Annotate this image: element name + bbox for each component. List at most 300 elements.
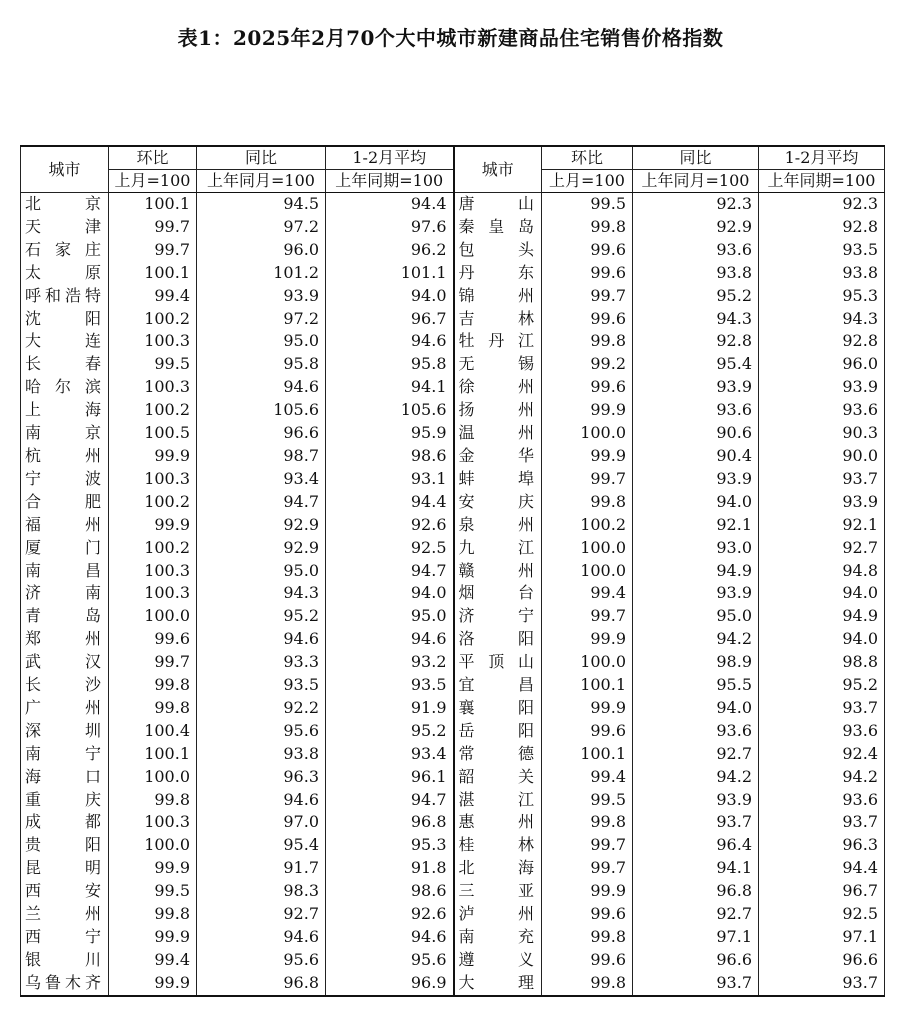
yoy-cell: 92.9 bbox=[197, 537, 326, 560]
avg-cell: 94.0 bbox=[759, 628, 885, 651]
yoy-cell: 95.8 bbox=[197, 353, 326, 376]
avg-cell: 94.4 bbox=[759, 857, 885, 880]
city-cell: 无锡 bbox=[454, 353, 542, 376]
mom-cell: 100.2 bbox=[109, 537, 197, 560]
yoy-cell: 93.9 bbox=[633, 468, 759, 491]
mom-cell: 100.3 bbox=[109, 468, 197, 491]
mom-cell: 100.3 bbox=[109, 811, 197, 834]
mom-cell: 100.0 bbox=[542, 651, 633, 674]
yoy-cell: 93.9 bbox=[633, 789, 759, 812]
city-cell: 大连 bbox=[21, 330, 109, 353]
yoy-cell: 95.6 bbox=[197, 949, 326, 972]
mom-cell: 99.6 bbox=[542, 262, 633, 285]
city-cell: 银川 bbox=[21, 949, 109, 972]
avg-cell: 97.6 bbox=[326, 216, 454, 239]
city-cell: 南京 bbox=[21, 422, 109, 445]
avg-cell: 92.5 bbox=[326, 537, 454, 560]
city-cell: 济南 bbox=[21, 582, 109, 605]
city-cell: 湛江 bbox=[454, 789, 542, 812]
city-cell: 秦皇岛 bbox=[454, 216, 542, 239]
mom-cell: 100.2 bbox=[109, 308, 197, 331]
yoy-cell: 92.7 bbox=[633, 743, 759, 766]
yoy-cell: 93.8 bbox=[633, 262, 759, 285]
yoy-cell: 94.6 bbox=[197, 789, 326, 812]
mom-cell: 99.6 bbox=[542, 239, 633, 262]
city-cell: 宁波 bbox=[21, 468, 109, 491]
mom-cell: 100.5 bbox=[109, 422, 197, 445]
avg-column-header: 1-2月平均 bbox=[326, 146, 454, 170]
table-header bbox=[21, 146, 885, 193]
avg-cell: 98.6 bbox=[326, 445, 454, 468]
avg-cell: 93.6 bbox=[759, 720, 885, 743]
yoy-cell: 95.2 bbox=[633, 285, 759, 308]
mom-cell: 100.3 bbox=[109, 582, 197, 605]
avg-cell: 93.7 bbox=[759, 468, 885, 491]
mom-cell: 100.1 bbox=[542, 674, 633, 697]
yoy-cell: 92.1 bbox=[633, 514, 759, 537]
yoy-cell: 95.0 bbox=[197, 330, 326, 353]
avg-cell: 96.3 bbox=[759, 834, 885, 857]
mom-cell: 100.2 bbox=[542, 514, 633, 537]
avg-cell: 93.5 bbox=[326, 674, 454, 697]
mom-cell: 99.5 bbox=[542, 789, 633, 812]
city-cell: 西安 bbox=[21, 880, 109, 903]
table-row bbox=[21, 697, 885, 720]
table-row bbox=[21, 834, 885, 857]
table-row bbox=[21, 491, 885, 514]
mom-cell: 99.7 bbox=[109, 216, 197, 239]
table-row bbox=[21, 445, 885, 468]
table-row bbox=[21, 651, 885, 674]
mom-cell: 99.5 bbox=[109, 880, 197, 903]
mom-cell: 99.8 bbox=[542, 926, 633, 949]
yoy-cell: 96.6 bbox=[197, 422, 326, 445]
mom-cell: 99.6 bbox=[542, 376, 633, 399]
avg-cell: 90.3 bbox=[759, 422, 885, 445]
city-cell: 赣州 bbox=[454, 560, 542, 583]
mom-cell: 100.1 bbox=[109, 193, 197, 216]
city-cell: 北海 bbox=[454, 857, 542, 880]
city-cell: 乌鲁木齐 bbox=[21, 972, 109, 996]
yoy-cell: 97.2 bbox=[197, 308, 326, 331]
mom-cell: 100.0 bbox=[542, 560, 633, 583]
avg-cell: 93.9 bbox=[759, 376, 885, 399]
avg-cell: 91.9 bbox=[326, 697, 454, 720]
mom-cell: 99.4 bbox=[109, 285, 197, 308]
avg-cell: 105.6 bbox=[326, 399, 454, 422]
avg-cell: 95.9 bbox=[326, 422, 454, 445]
yoy-cell: 98.9 bbox=[633, 651, 759, 674]
yoy-cell: 93.6 bbox=[633, 720, 759, 743]
city-cell: 泉州 bbox=[454, 514, 542, 537]
avg-cell: 94.8 bbox=[759, 560, 885, 583]
yoy-cell: 96.8 bbox=[197, 972, 326, 996]
avg-cell: 94.2 bbox=[759, 766, 885, 789]
mom-cell: 100.2 bbox=[109, 399, 197, 422]
avg-cell: 95.6 bbox=[326, 949, 454, 972]
city-cell: 南充 bbox=[454, 926, 542, 949]
avg-cell: 95.0 bbox=[326, 605, 454, 628]
yoy-cell: 94.2 bbox=[633, 766, 759, 789]
city-cell: 包头 bbox=[454, 239, 542, 262]
table-row bbox=[21, 582, 885, 605]
city-cell: 金华 bbox=[454, 445, 542, 468]
yoy-cell: 93.7 bbox=[633, 811, 759, 834]
city-cell: 惠州 bbox=[454, 811, 542, 834]
yoy-cell: 93.8 bbox=[197, 743, 326, 766]
yoy-cell: 92.8 bbox=[633, 330, 759, 353]
yoy-cell: 91.7 bbox=[197, 857, 326, 880]
avg-cell: 96.6 bbox=[759, 949, 885, 972]
avg-cell: 94.4 bbox=[326, 193, 454, 216]
mom-cell: 99.8 bbox=[109, 789, 197, 812]
avg-cell: 94.6 bbox=[326, 330, 454, 353]
yoy-cell: 96.3 bbox=[197, 766, 326, 789]
mom-cell: 99.2 bbox=[542, 353, 633, 376]
avg-cell: 98.8 bbox=[759, 651, 885, 674]
city-cell: 青岛 bbox=[21, 605, 109, 628]
yoy-cell: 105.6 bbox=[197, 399, 326, 422]
table-row bbox=[21, 216, 885, 239]
avg-cell: 94.0 bbox=[326, 582, 454, 605]
mom-cell: 99.7 bbox=[542, 857, 633, 880]
table-row bbox=[21, 789, 885, 812]
table-row bbox=[21, 262, 885, 285]
yoy-base-header: 上年同月=100 bbox=[633, 170, 759, 193]
table-row bbox=[21, 811, 885, 834]
avg-base-header: 上年同期=100 bbox=[759, 170, 885, 193]
mom-cell: 99.4 bbox=[542, 766, 633, 789]
table-row bbox=[21, 857, 885, 880]
yoy-cell: 96.4 bbox=[633, 834, 759, 857]
avg-cell: 92.7 bbox=[759, 537, 885, 560]
avg-cell: 94.6 bbox=[326, 926, 454, 949]
avg-cell: 93.6 bbox=[759, 789, 885, 812]
mom-cell: 99.8 bbox=[109, 903, 197, 926]
city-cell: 厦门 bbox=[21, 537, 109, 560]
mom-cell: 100.2 bbox=[109, 491, 197, 514]
avg-cell: 93.6 bbox=[759, 399, 885, 422]
city-cell: 常德 bbox=[454, 743, 542, 766]
avg-cell: 96.7 bbox=[759, 880, 885, 903]
city-cell: 成都 bbox=[21, 811, 109, 834]
mom-cell: 99.9 bbox=[542, 628, 633, 651]
avg-cell: 91.8 bbox=[326, 857, 454, 880]
mom-cell: 99.9 bbox=[542, 445, 633, 468]
table-body bbox=[21, 193, 885, 996]
yoy-cell: 93.9 bbox=[197, 285, 326, 308]
city-cell: 郑州 bbox=[21, 628, 109, 651]
table-row bbox=[21, 949, 885, 972]
avg-cell: 94.9 bbox=[759, 605, 885, 628]
avg-cell: 93.4 bbox=[326, 743, 454, 766]
mom-cell: 100.3 bbox=[109, 560, 197, 583]
yoy-cell: 96.8 bbox=[633, 880, 759, 903]
city-cell: 烟台 bbox=[454, 582, 542, 605]
city-cell: 蚌埠 bbox=[454, 468, 542, 491]
city-cell: 福州 bbox=[21, 514, 109, 537]
city-cell: 遵义 bbox=[454, 949, 542, 972]
city-cell: 西宁 bbox=[21, 926, 109, 949]
avg-cell: 92.8 bbox=[759, 216, 885, 239]
mom-cell: 100.4 bbox=[109, 720, 197, 743]
city-cell: 三亚 bbox=[454, 880, 542, 903]
table-row bbox=[21, 308, 885, 331]
city-cell: 昆明 bbox=[21, 857, 109, 880]
city-cell: 呼和浩特 bbox=[21, 285, 109, 308]
yoy-cell: 94.9 bbox=[633, 560, 759, 583]
mom-cell: 100.1 bbox=[542, 743, 633, 766]
yoy-cell: 95.5 bbox=[633, 674, 759, 697]
yoy-cell: 93.9 bbox=[633, 376, 759, 399]
yoy-cell: 93.4 bbox=[197, 468, 326, 491]
avg-cell: 96.1 bbox=[326, 766, 454, 789]
avg-cell: 92.5 bbox=[759, 903, 885, 926]
table-row bbox=[21, 720, 885, 743]
table-row bbox=[21, 766, 885, 789]
yoy-cell: 95.0 bbox=[197, 560, 326, 583]
yoy-cell: 90.6 bbox=[633, 422, 759, 445]
city-cell: 长春 bbox=[21, 353, 109, 376]
table-row bbox=[21, 972, 885, 996]
mom-cell: 99.6 bbox=[109, 628, 197, 651]
avg-cell: 96.8 bbox=[326, 811, 454, 834]
city-cell: 长沙 bbox=[21, 674, 109, 697]
avg-cell: 96.2 bbox=[326, 239, 454, 262]
avg-cell: 93.5 bbox=[759, 239, 885, 262]
mom-cell: 99.8 bbox=[542, 216, 633, 239]
yoy-cell: 93.3 bbox=[197, 651, 326, 674]
city-cell: 丹东 bbox=[454, 262, 542, 285]
city-cell: 南昌 bbox=[21, 560, 109, 583]
yoy-cell: 93.6 bbox=[633, 239, 759, 262]
mom-cell: 100.0 bbox=[542, 422, 633, 445]
mom-cell: 99.6 bbox=[542, 903, 633, 926]
avg-cell: 92.6 bbox=[326, 514, 454, 537]
city-cell: 唐山 bbox=[454, 193, 542, 216]
table-row bbox=[21, 605, 885, 628]
city-cell: 合肥 bbox=[21, 491, 109, 514]
yoy-cell: 92.9 bbox=[633, 216, 759, 239]
avg-cell: 93.2 bbox=[326, 651, 454, 674]
city-cell: 扬州 bbox=[454, 399, 542, 422]
yoy-cell: 94.0 bbox=[633, 697, 759, 720]
city-cell: 洛阳 bbox=[454, 628, 542, 651]
avg-cell: 95.2 bbox=[326, 720, 454, 743]
city-cell: 沈阳 bbox=[21, 308, 109, 331]
yoy-cell: 93.9 bbox=[633, 582, 759, 605]
mom-cell: 100.3 bbox=[109, 376, 197, 399]
mom-cell: 100.1 bbox=[109, 743, 197, 766]
avg-cell: 96.0 bbox=[759, 353, 885, 376]
yoy-cell: 96.0 bbox=[197, 239, 326, 262]
price-index-table bbox=[20, 145, 885, 997]
avg-cell: 93.7 bbox=[759, 972, 885, 996]
yoy-cell: 94.5 bbox=[197, 193, 326, 216]
city-cell: 武汉 bbox=[21, 651, 109, 674]
city-cell: 岳阳 bbox=[454, 720, 542, 743]
mom-cell: 100.1 bbox=[109, 262, 197, 285]
mom-cell: 99.9 bbox=[109, 857, 197, 880]
city-cell: 大理 bbox=[454, 972, 542, 996]
table-row bbox=[21, 468, 885, 491]
table-row bbox=[21, 239, 885, 262]
avg-cell: 93.8 bbox=[759, 262, 885, 285]
avg-cell: 95.8 bbox=[326, 353, 454, 376]
mom-cell: 100.3 bbox=[109, 330, 197, 353]
mom-cell: 99.9 bbox=[542, 880, 633, 903]
yoy-cell: 97.1 bbox=[633, 926, 759, 949]
city-cell: 九江 bbox=[454, 537, 542, 560]
mom-cell: 99.5 bbox=[109, 353, 197, 376]
avg-cell: 94.6 bbox=[326, 628, 454, 651]
mom-cell: 99.7 bbox=[542, 285, 633, 308]
table-row bbox=[21, 628, 885, 651]
mom-cell: 99.8 bbox=[542, 330, 633, 353]
table-row bbox=[21, 514, 885, 537]
mom-cell: 99.7 bbox=[542, 605, 633, 628]
avg-cell: 97.1 bbox=[759, 926, 885, 949]
yoy-cell: 94.3 bbox=[633, 308, 759, 331]
city-cell: 太原 bbox=[21, 262, 109, 285]
mom-cell: 99.9 bbox=[109, 926, 197, 949]
yoy-cell: 93.0 bbox=[633, 537, 759, 560]
mom-cell: 99.6 bbox=[542, 720, 633, 743]
yoy-column-header: 同比 bbox=[197, 146, 326, 170]
table-row bbox=[21, 560, 885, 583]
yoy-cell: 94.3 bbox=[197, 582, 326, 605]
avg-cell: 94.7 bbox=[326, 789, 454, 812]
mom-cell: 100.0 bbox=[542, 537, 633, 560]
yoy-cell: 92.3 bbox=[633, 193, 759, 216]
avg-cell: 94.1 bbox=[326, 376, 454, 399]
mom-base-header: 上月=100 bbox=[109, 170, 197, 193]
city-cell: 温州 bbox=[454, 422, 542, 445]
yoy-cell: 101.2 bbox=[197, 262, 326, 285]
avg-cell: 94.0 bbox=[759, 582, 885, 605]
city-cell: 兰州 bbox=[21, 903, 109, 926]
city-cell: 泸州 bbox=[454, 903, 542, 926]
city-cell: 杭州 bbox=[21, 445, 109, 468]
mom-cell: 99.8 bbox=[109, 697, 197, 720]
mom-cell: 99.9 bbox=[109, 514, 197, 537]
yoy-cell: 93.5 bbox=[197, 674, 326, 697]
yoy-cell: 94.1 bbox=[633, 857, 759, 880]
mom-column-header: 环比 bbox=[109, 146, 197, 170]
table-row bbox=[21, 330, 885, 353]
avg-cell: 96.7 bbox=[326, 308, 454, 331]
city-cell: 牡丹江 bbox=[454, 330, 542, 353]
mom-cell: 99.8 bbox=[542, 491, 633, 514]
avg-cell: 96.9 bbox=[326, 972, 454, 996]
avg-cell: 95.3 bbox=[759, 285, 885, 308]
avg-cell: 95.2 bbox=[759, 674, 885, 697]
city-cell: 北京 bbox=[21, 193, 109, 216]
avg-cell: 93.7 bbox=[759, 811, 885, 834]
city-cell: 锦州 bbox=[454, 285, 542, 308]
avg-cell: 90.0 bbox=[759, 445, 885, 468]
mom-cell: 99.4 bbox=[109, 949, 197, 972]
table-row bbox=[21, 926, 885, 949]
city-cell: 哈尔滨 bbox=[21, 376, 109, 399]
yoy-cell: 95.4 bbox=[633, 353, 759, 376]
city-cell: 贵阳 bbox=[21, 834, 109, 857]
yoy-cell: 94.0 bbox=[633, 491, 759, 514]
table-row bbox=[21, 376, 885, 399]
yoy-cell: 92.9 bbox=[197, 514, 326, 537]
city-cell: 韶关 bbox=[454, 766, 542, 789]
city-column-header: 城市 bbox=[21, 146, 109, 193]
avg-cell: 92.8 bbox=[759, 330, 885, 353]
table-row bbox=[21, 537, 885, 560]
city-cell: 天津 bbox=[21, 216, 109, 239]
mom-cell: 100.0 bbox=[109, 834, 197, 857]
avg-column-header: 1-2月平均 bbox=[759, 146, 885, 170]
avg-cell: 101.1 bbox=[326, 262, 454, 285]
city-cell: 襄阳 bbox=[454, 697, 542, 720]
avg-cell: 98.6 bbox=[326, 880, 454, 903]
mom-cell: 100.0 bbox=[109, 766, 197, 789]
city-cell: 重庆 bbox=[21, 789, 109, 812]
table-row bbox=[21, 880, 885, 903]
mom-cell: 99.7 bbox=[109, 651, 197, 674]
yoy-cell: 94.2 bbox=[633, 628, 759, 651]
avg-cell: 95.3 bbox=[326, 834, 454, 857]
mom-cell: 99.7 bbox=[109, 239, 197, 262]
yoy-cell: 92.2 bbox=[197, 697, 326, 720]
avg-cell: 93.1 bbox=[326, 468, 454, 491]
mom-cell: 99.8 bbox=[109, 674, 197, 697]
mom-cell: 99.9 bbox=[109, 445, 197, 468]
city-cell: 济宁 bbox=[454, 605, 542, 628]
yoy-cell: 94.7 bbox=[197, 491, 326, 514]
yoy-cell: 95.6 bbox=[197, 720, 326, 743]
city-cell: 广州 bbox=[21, 697, 109, 720]
yoy-cell: 98.7 bbox=[197, 445, 326, 468]
yoy-cell: 97.0 bbox=[197, 811, 326, 834]
city-cell: 石家庄 bbox=[21, 239, 109, 262]
city-cell: 徐州 bbox=[454, 376, 542, 399]
mom-cell: 100.0 bbox=[109, 605, 197, 628]
avg-cell: 92.3 bbox=[759, 193, 885, 216]
avg-cell: 94.3 bbox=[759, 308, 885, 331]
table-row bbox=[21, 743, 885, 766]
yoy-cell: 92.7 bbox=[633, 903, 759, 926]
page-title: 表1：2025年2月70个大中城市新建商品住宅销售价格指数 bbox=[177, 26, 724, 50]
city-cell: 桂林 bbox=[454, 834, 542, 857]
yoy-cell: 94.6 bbox=[197, 926, 326, 949]
yoy-cell: 90.4 bbox=[633, 445, 759, 468]
table-row bbox=[21, 399, 885, 422]
yoy-cell: 94.6 bbox=[197, 628, 326, 651]
table-row bbox=[21, 422, 885, 445]
avg-cell: 93.9 bbox=[759, 491, 885, 514]
mom-base-header: 上月=100 bbox=[542, 170, 633, 193]
mom-cell: 99.6 bbox=[542, 308, 633, 331]
mom-cell: 99.7 bbox=[542, 468, 633, 491]
table-row bbox=[21, 674, 885, 697]
avg-cell: 92.1 bbox=[759, 514, 885, 537]
city-cell: 海口 bbox=[21, 766, 109, 789]
yoy-cell: 92.7 bbox=[197, 903, 326, 926]
mom-cell: 99.9 bbox=[109, 972, 197, 996]
city-cell: 宜昌 bbox=[454, 674, 542, 697]
avg-cell: 93.7 bbox=[759, 697, 885, 720]
avg-cell: 92.6 bbox=[326, 903, 454, 926]
city-cell: 上海 bbox=[21, 399, 109, 422]
yoy-base-header: 上年同月=100 bbox=[197, 170, 326, 193]
avg-cell: 94.0 bbox=[326, 285, 454, 308]
